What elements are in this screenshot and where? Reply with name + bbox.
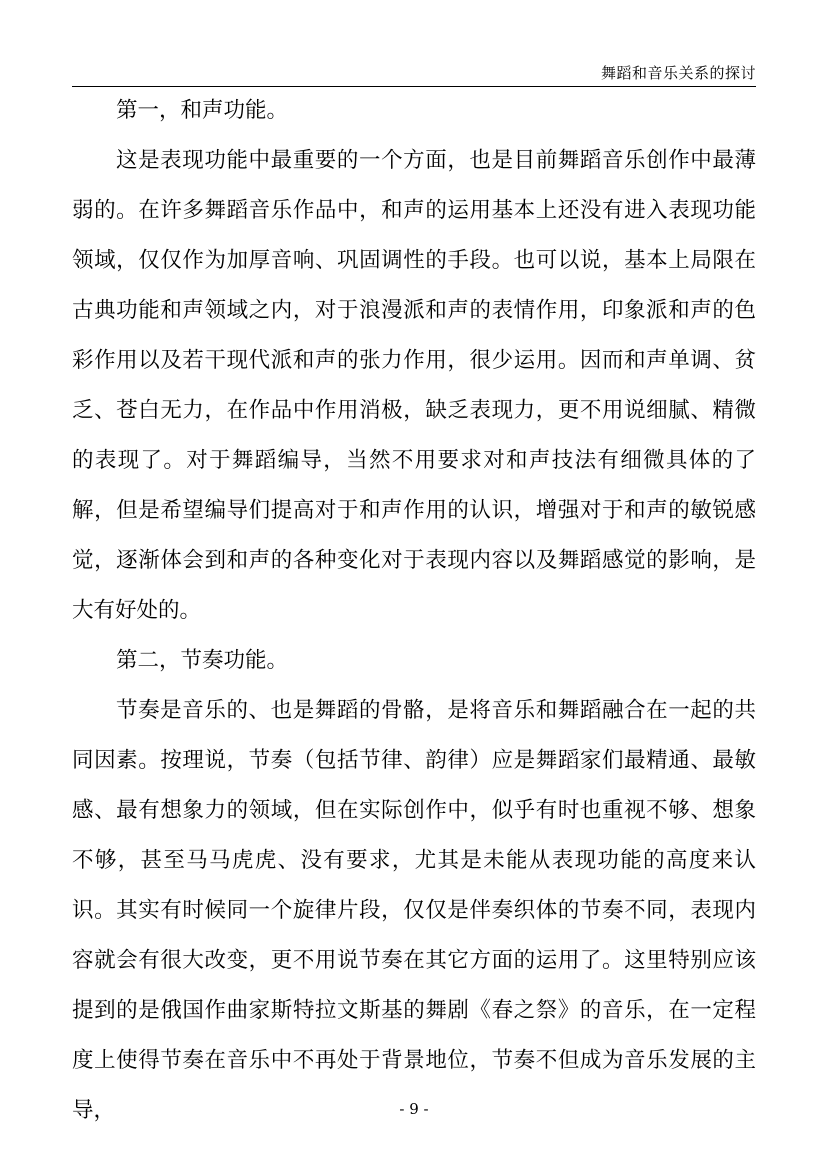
heading-rhythm-function: 第二，节奏功能。 (116, 648, 289, 673)
running-header: 舞蹈和音乐关系的探讨 (600, 64, 756, 82)
page-number: - 9 - (399, 1100, 429, 1118)
paragraph-harmony: 这是表现功能中最重要的一个方面，也是目前舞蹈音乐创作中最薄弱的。在许多舞蹈音乐作品中，和声的运用基本上还没有进入表现功能领域，仅仅作为加厚音响、巩固调性的手段。也可以说，基本上局限在古典功能和声领域之内，对于浪漫派和声的表情作用，印象派和声的色彩作用以及若干现代派和声的张力作用，很少运用。因而和声单调、贫乏、苍白无力，在作品中作用消极，缺乏表现力，更不用说细腻、精微的表现了。对于舞蹈编导，当然不用要求对和声技法有细微具体的了解，但是希望编导们提高对于和声作用的认识，增强对于和声的敏锐感觉，逐渐体会到和声的各种变化对于表现内容以及舞蹈感觉的影响，是大有好处的。 (72, 148, 756, 623)
paragraph-rhythm: 节奏是音乐的、也是舞蹈的骨骼，是将音乐和舞蹈融合在一起的共同因素。按理说，节奏（包括节律、韵律）应是舞蹈家们最精通、最敏感、最有想象力的领域，但在实际创作中，似乎有时也重视不够、想象不够，甚至马马虎虎、没有要求，尤其是未能从表现功能的高度来认识。其实有时候同一个旋律片段，仅仅是伴奏织体的节奏不同，表现内容就会有很大改变，更不用说节奏在其它方面的运用了。这里特别应该提到的是俄国作曲家斯特拉文斯基的舞剧《春之祭》的音乐，在一定程度上使得节奏在音乐中不再处于背景地位，节奏不但成为音乐发展的主导， (72, 698, 756, 1123)
heading-harmony-function: 第一，和声功能。 (116, 98, 289, 123)
page-body (72, 86, 756, 1136)
